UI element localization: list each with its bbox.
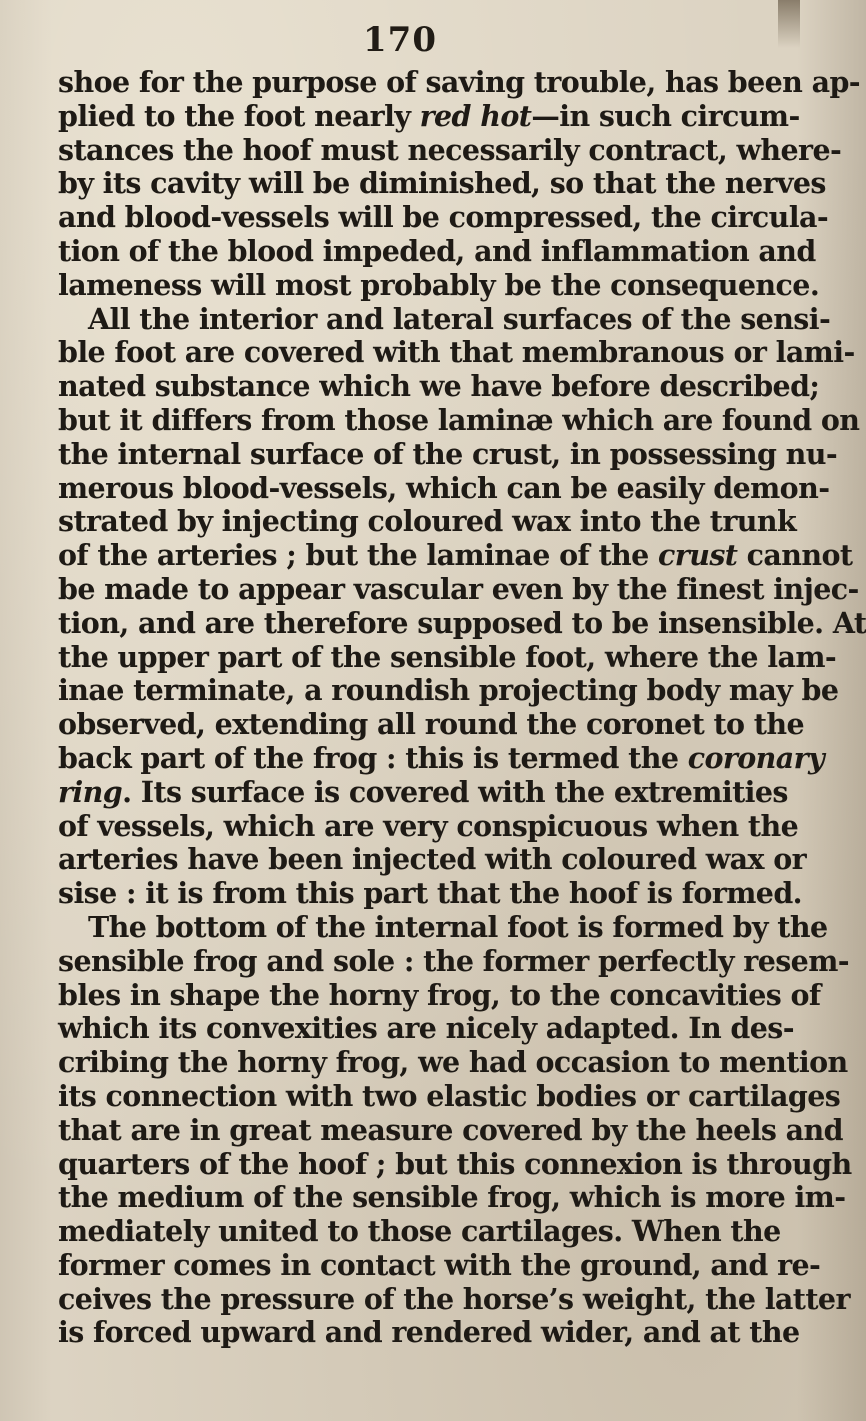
text-line [58, 943, 849, 979]
text-line-content: by its cavity will be diminished, so that the nerves [58, 166, 826, 201]
text-line [58, 876, 802, 911]
text-line [58, 98, 800, 134]
text-line-content: the medium of the sensible frog, which is more im- [58, 1180, 846, 1215]
text-line-content: is forced upward and rendered wider, and at the [58, 1315, 800, 1350]
text-line [58, 1315, 800, 1350]
text-line [58, 1112, 843, 1148]
text-line-content: former comes in contact with the ground, and re- [58, 1247, 821, 1282]
text-line [58, 132, 842, 168]
text-line-content: mediately united to those cartilages. When the [58, 1214, 781, 1249]
text-line-content: tion of the blood impeded, and inflammation and [58, 233, 816, 268]
italic-phrase: coronary [687, 740, 825, 775]
body-text [58, 65, 866, 1350]
text-line-content: stances the hoof must necessarily contract, where- [58, 132, 842, 167]
text-line-content: shoe for the purpose of saving trouble, has been ap- [58, 65, 860, 99]
text-line [58, 233, 816, 269]
text-line-content: nated substance which we have before described; [58, 369, 820, 404]
text-line-content: quarters of the hoof ; but this connexion is through [58, 1146, 852, 1181]
text-line [58, 1247, 821, 1283]
text-line [58, 571, 859, 607]
text-line-content: sensible frog and sole : the former perfectly resem- [58, 943, 849, 978]
text-line-content: All the interior and lateral surfaces of the sensi- [88, 301, 831, 336]
text-line [58, 673, 839, 708]
text-line-continuation: . Its surface is covered with the extremities [122, 774, 788, 809]
text-line [58, 1281, 850, 1317]
text-line-content: of vessels, which are very conspicuous when the [58, 808, 799, 843]
text-line [58, 707, 805, 742]
text-line [58, 402, 860, 438]
text-line-content: that are in great measure covered by the heels and [58, 1112, 843, 1147]
text-line-content: of the arteries ; but the laminae of the [58, 538, 659, 573]
text-line-content: and blood-vessels will be compressed, the circula- [58, 200, 829, 235]
text-line [58, 1180, 846, 1215]
text-line [58, 1078, 841, 1114]
text-line-content: which its convexities are nicely adapted. In des- [58, 1011, 794, 1046]
text-line-content: observed, extending all round the coronet to the [58, 707, 805, 742]
text-line [58, 538, 853, 573]
text-line [58, 65, 860, 100]
text-line-content: ceives the pressure of the horse’s weight, the latter [58, 1281, 850, 1316]
text-line [58, 774, 788, 810]
text-line-content: strated by injecting coloured wax into the trunk [58, 504, 797, 539]
text-line-content: be made to appear vascular even by the finest injec- [58, 571, 859, 606]
text-line [58, 301, 831, 337]
text-line-content: tion, and are therefore supposed to be insensible. At [58, 605, 866, 640]
text-line-content: inae terminate, a roundish projecting body may be [58, 673, 839, 708]
italic-phrase: crust [658, 538, 738, 573]
text-line [58, 605, 866, 641]
text-line [58, 977, 821, 1013]
text-line [58, 200, 829, 235]
text-line-content: the internal surface of the crust, in possessing nu- [58, 436, 838, 471]
text-line-content: plied to the foot nearly [58, 98, 420, 133]
text-line [58, 335, 855, 370]
text-line-content: but it differs from those laminæ which are found on [58, 402, 860, 437]
text-line-content: lameness will most probably be the consequence. [58, 267, 820, 302]
text-line-content: back part of the frog : this is termed the [58, 740, 688, 775]
page-number: 170 [363, 20, 437, 60]
text-line-continuation: cannot [737, 538, 853, 573]
text-line [58, 1045, 848, 1080]
text-line [58, 808, 799, 844]
text-line [58, 1011, 794, 1046]
text-line-content: arteries have been injected with coloured wax or [58, 842, 807, 877]
text-line-content: merous blood-vessels, which can be easily demon- [58, 470, 830, 505]
text-line-content: cribing the horny frog, we had occasion to mention [58, 1045, 848, 1080]
text-line [58, 1214, 781, 1249]
text-line [58, 1146, 852, 1182]
text-line [58, 436, 838, 472]
text-line [58, 166, 826, 201]
text-line [58, 267, 820, 303]
text-line [58, 470, 830, 506]
italic-phrase: ring [58, 774, 123, 809]
text-line [58, 842, 807, 877]
text-line-content: sise : it is from this part that the hoof is formed. [58, 876, 802, 911]
text-line-content: its connection with two elastic bodies or cartilages [58, 1078, 841, 1113]
text-line-content: the upper part of the sensible foot, where the lam- [58, 639, 837, 674]
text-line [58, 504, 797, 539]
text-line [58, 740, 825, 776]
text-line-continuation: —in such circum- [531, 98, 800, 133]
text-line [58, 639, 837, 675]
italic-phrase: red hot [419, 98, 532, 133]
text-line [58, 369, 820, 404]
text-line [58, 909, 828, 945]
text-line-content: The bottom of the internal foot is formed by the [88, 909, 828, 944]
text-line-content: bles in shape the horny frog, to the concavities of [58, 977, 821, 1012]
text-line-content: ble foot are covered with that membranous or lami- [58, 335, 855, 370]
